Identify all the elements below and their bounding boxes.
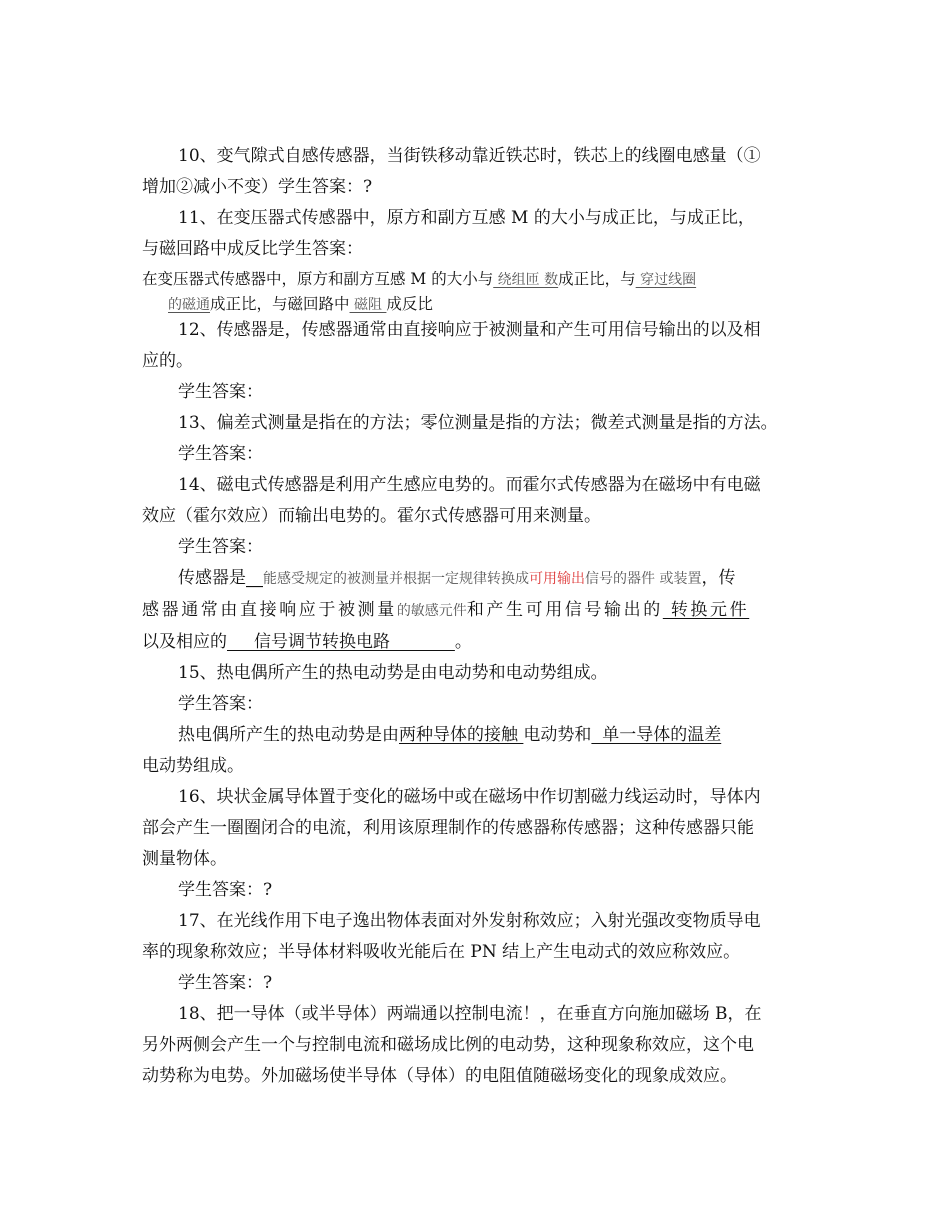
a12-blank-1: __	[246, 568, 263, 588]
q11-blank-flux: 穿过线圈	[635, 272, 697, 288]
q14-line-1: 14、磁电式传感器是利用产生感应电势的。而霍尔式传感器为在磁场中有电磁	[178, 475, 761, 495]
q12-student-answer: 学生答案：	[178, 382, 263, 402]
q17-student-answer: 学生答案：?	[178, 973, 273, 993]
q11-blank-reluctance: 磁阻	[349, 297, 387, 313]
a12-definition: 能感受规定的被测量并根据一定规律转换成	[263, 571, 529, 587]
q15-blank-temperature: 单一导体的温差	[591, 725, 722, 745]
q15-answer-line-1	[142, 723, 812, 747]
document-body	[142, 144, 812, 1095]
a12-text: 感器通常由直接响应于被测量	[142, 600, 397, 620]
q15-answer-text: 热电偶所产生的热电动势是由	[178, 725, 399, 745]
q18-line-1: 18、把一导体（或半导体）两端通以控制电流！，在垂直方向施加磁场 B，在	[178, 1004, 762, 1024]
q18-line-3: 动势称为电势。外加磁场使半导体（导体）的电阻值随磁场变化的现象成效应。	[142, 1066, 737, 1086]
q11-blank-flux-cont: 的磁通	[168, 297, 210, 313]
q17-line-1: 17、在光线作用下电子逸出物体表面对外发射称效应；入射光强改变物质导电	[178, 911, 761, 931]
q14-line-2: 效应（霍尔效应）而输出电势的。霍尔式传感器可用来测量。	[142, 506, 601, 526]
a12-definition-highlight: 可用输出	[529, 571, 585, 587]
a12-text: 以及相应的	[142, 632, 227, 652]
q12-line-2: 应的。	[142, 351, 193, 371]
q16-line-3: 测量物体。	[142, 849, 227, 869]
q18-line-2: 另外两侧会产生一个与控制电流和磁场成比例的电动势，这种现象称效应，这个电	[142, 1035, 754, 1055]
a12-text: 。	[454, 632, 472, 652]
q14-student-answer: 学生答案：	[178, 537, 263, 557]
a12-line-2	[142, 598, 812, 623]
q11-answer-text: 成反比	[386, 295, 433, 313]
q11-blank-turns: 绕组匝 数	[493, 272, 559, 288]
q11-answer-text: 成正比，与磁回路中	[210, 295, 350, 313]
q10-line-2: 增加②减小不变）学生答案：?	[142, 177, 373, 197]
q15-student-answer: 学生答案：	[178, 694, 263, 714]
q11-answer-text: 在变压器式传感器中，原方和副方互感 M 的大小与	[142, 270, 494, 288]
q16-student-answer: 学生答案：?	[178, 880, 273, 900]
q15-answer-text: 电动势和	[523, 725, 592, 745]
q13-line-1: 13、偏差式测量是指在的方法；零位测量是指的方法；微差式测量是指的方法。	[178, 413, 778, 433]
q11-answer-line-1	[142, 268, 812, 291]
q16-line-1: 16、块状金属导体置于变化的磁场中或在磁场中作切割磁力线运动时，导体内	[178, 787, 761, 807]
a12-definition-end: 信号的器件 或装置	[585, 571, 702, 587]
q11-line-1: 11、在变压器式传感器中，原方和副方互感 M 的大小与成正比，与成正比，	[178, 208, 755, 228]
q16-line-2: 部会产生一圈圈闭合的电流，利用该原理制作的传感器称传感器；这种传感器只能	[142, 818, 754, 838]
a12-text: ，传	[701, 568, 736, 588]
q11-answer-line-2	[142, 293, 812, 316]
q15-blank-contact: 两种导体的接触	[399, 725, 524, 745]
q11-line-2: 与磁回路中成反比学生答案：	[142, 239, 363, 259]
a12-blank-conditioning-circuit: 信号调节转换电路	[227, 632, 455, 652]
q15-line-1: 15、热电偶所产生的热电动势是由电动势和电动势组成。	[178, 663, 608, 683]
a12-line-1	[142, 566, 812, 591]
q10-line-1: 10、变气隙式自感传感器，当街铁移动靠近铁芯时，铁芯上的线圈电感量（①	[178, 146, 761, 166]
a12-sensitive-element: 的敏感元件	[396, 603, 467, 619]
q11-answer-text: 成正比，与	[558, 270, 636, 288]
a12-text: 和产生可用信号输出的	[466, 600, 663, 620]
q12-line-1: 12、传感器是，传感器通常由直接响应于被测量和产生可用信号输出的以及相	[178, 320, 761, 340]
q17-line-2: 率的现象称效应；半导体材料吸收光能后在 PN 结上产生电动式的效应称效应。	[142, 942, 741, 962]
a12-text: 传感器是	[178, 568, 246, 588]
a12-line-3	[142, 630, 812, 654]
q15-answer-line-2: 电动势组成。	[142, 756, 244, 776]
a12-blank-conversion-element: 转换元件	[662, 600, 750, 620]
q13-student-answer: 学生答案：	[178, 444, 263, 464]
